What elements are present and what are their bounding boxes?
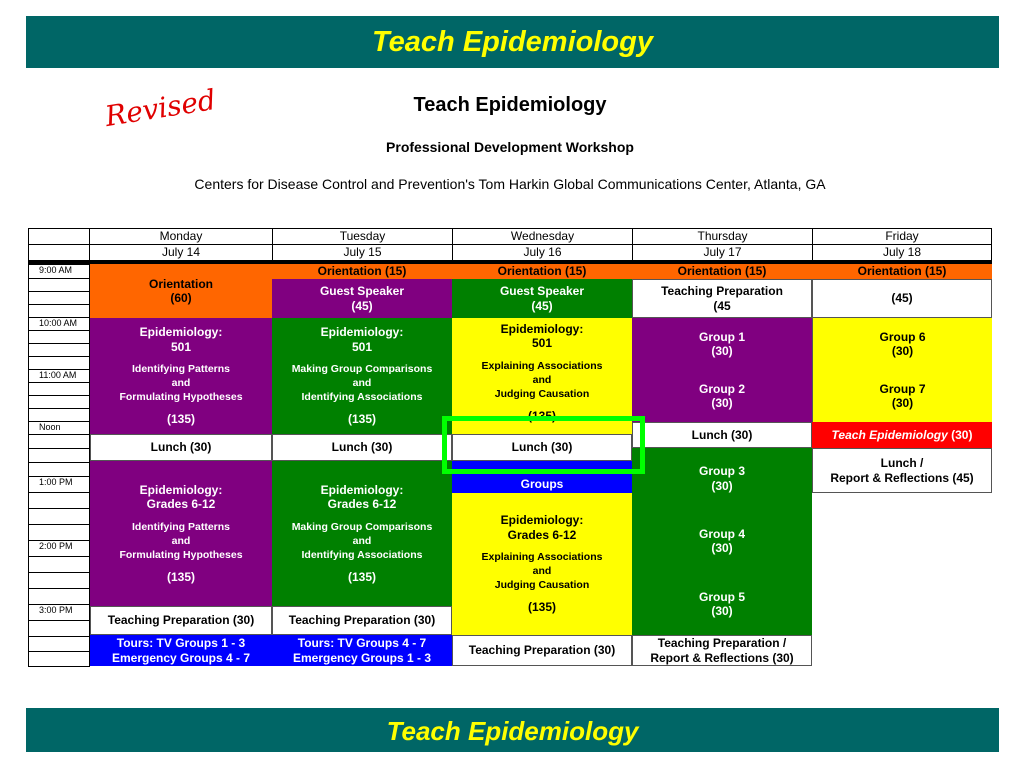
wednesday-guest-speaker: Guest Speaker (45) xyxy=(452,279,632,318)
time-slot xyxy=(28,493,90,509)
time-slot xyxy=(28,449,90,463)
top-banner: Teach Epidemiology xyxy=(26,16,999,68)
date-header-monday: July 14 xyxy=(89,244,273,261)
time-label: 10:00 AM xyxy=(28,318,90,331)
tuesday-orientation: Orientation (15) xyxy=(272,264,452,279)
monday-lunch: Lunch (30) xyxy=(90,434,272,461)
wednesday-groups: Groups xyxy=(452,461,632,493)
monday-teaching-preparation: Teaching Preparation (30) xyxy=(90,606,272,635)
thursday-lunch: Lunch (30) xyxy=(632,422,812,448)
time-slot xyxy=(28,463,90,477)
thursday-teaching-preparation: Teaching Preparation (45 xyxy=(632,279,812,318)
date-header-wednesday: July 16 xyxy=(452,244,633,261)
day-header-thursday: Thursday xyxy=(632,228,813,245)
time-slot xyxy=(28,435,90,449)
wednesday-orientation: Orientation (15) xyxy=(452,264,632,279)
time-slot xyxy=(28,573,90,589)
time-slot xyxy=(28,525,90,541)
header-corner xyxy=(28,228,90,245)
time-slot xyxy=(28,279,90,292)
date-header-friday: July 18 xyxy=(812,244,992,261)
time-slot xyxy=(28,637,90,652)
revised-label: Revised xyxy=(102,82,218,133)
time-slot xyxy=(28,292,90,305)
thursday-group-1: Group 1 (30) xyxy=(632,318,812,370)
monday-tours: Tours: TV Groups 1 - 3 Emergency Groups 4 - 7 xyxy=(90,635,272,666)
day-header-friday: Friday xyxy=(812,228,992,245)
monday-morning-session: Epidemiology: 501 Identifying Patterns and Formulating Hypotheses (135) xyxy=(90,318,272,434)
time-slot xyxy=(28,621,90,637)
document-subtitle: Professional Development Workshop xyxy=(386,139,634,155)
tuesday-lunch: Lunch (30) xyxy=(272,434,452,461)
friday-lunch-report: Lunch / Report & Reflections (45) xyxy=(812,448,992,493)
time-slot xyxy=(28,652,90,667)
day-header-monday: Monday xyxy=(89,228,273,245)
wednesday-lunch: Lunch (30) xyxy=(452,434,632,461)
time-slot xyxy=(28,305,90,318)
time-label: 9:00 AM xyxy=(28,264,90,279)
date-header-thursday: July 17 xyxy=(632,244,813,261)
time-label: 11:00 AM xyxy=(28,370,90,383)
document-venue: Centers for Disease Control and Prevention's Tom Harkin Global Communications Center, Atlanta, GA xyxy=(194,176,826,192)
thursday-group-5: Group 5 (30) xyxy=(632,573,812,635)
document-title: Teach Epidemiology xyxy=(413,94,607,116)
tuesday-teaching-preparation: Teaching Preparation (30) xyxy=(272,606,452,635)
wednesday-teaching-preparation: Teaching Preparation (30) xyxy=(452,635,632,666)
thursday-orientation: Orientation (15) xyxy=(632,264,812,279)
thursday-group-2: Group 2 (30) xyxy=(632,370,812,422)
time-slot xyxy=(28,589,90,605)
friday-orientation: Orientation (15) xyxy=(812,264,992,279)
tuesday-afternoon-session: Epidemiology: Grades 6-12 Making Group Comparisons and Identifying Associations (135) xyxy=(272,461,452,606)
tuesday-morning-session: Epidemiology: 501 Making Group Comparisons and Identifying Associations (135) xyxy=(272,318,452,434)
friday-session-45: (45) xyxy=(812,279,992,318)
day-header-wednesday: Wednesday xyxy=(452,228,633,245)
time-slot xyxy=(28,331,90,344)
tuesday-guest-speaker: Guest Speaker (45) xyxy=(272,279,452,318)
time-label: 2:00 PM xyxy=(28,541,90,557)
friday-group-7: Group 7 (30) xyxy=(812,370,992,422)
time-slot xyxy=(28,409,90,422)
thursday-group-4: Group 4 (30) xyxy=(632,509,812,573)
time-label: 3:00 PM xyxy=(28,605,90,621)
wednesday-morning-session: Epidemiology: 501 Explaining Associations and Judging Causation (135) xyxy=(452,318,632,434)
thursday-group-3: Group 3 (30) xyxy=(632,448,812,509)
time-slot xyxy=(28,357,90,370)
time-label: Noon xyxy=(28,422,90,435)
thursday-final-session: Teaching Preparation / Report & Reflections (30) xyxy=(632,635,812,666)
time-slot xyxy=(28,344,90,357)
highlight-box xyxy=(442,416,645,474)
friday-teach-epidemiology: Teach Epidemiology (30) xyxy=(812,422,992,448)
tuesday-tours: Tours: TV Groups 4 - 7 Emergency Groups 1 - 3 xyxy=(272,635,452,666)
bottom-banner: Teach Epidemiology xyxy=(26,708,999,752)
time-slot xyxy=(28,383,90,396)
time-slot xyxy=(28,509,90,525)
friday-group-6: Group 6 (30) xyxy=(812,318,992,370)
time-slot xyxy=(28,396,90,409)
wednesday-afternoon-session: Epidemiology: Grades 6-12 Explaining Associations and Judging Causation (135) xyxy=(452,493,632,635)
time-slot xyxy=(28,557,90,573)
day-header-tuesday: Tuesday xyxy=(272,228,453,245)
time-label: 1:00 PM xyxy=(28,477,90,493)
monday-orientation: Orientation (60) xyxy=(90,264,272,318)
header-corner xyxy=(28,244,90,261)
date-header-tuesday: July 15 xyxy=(272,244,453,261)
monday-afternoon-session: Epidemiology: Grades 6-12 Identifying Patterns and Formulating Hypotheses (135) xyxy=(90,461,272,606)
